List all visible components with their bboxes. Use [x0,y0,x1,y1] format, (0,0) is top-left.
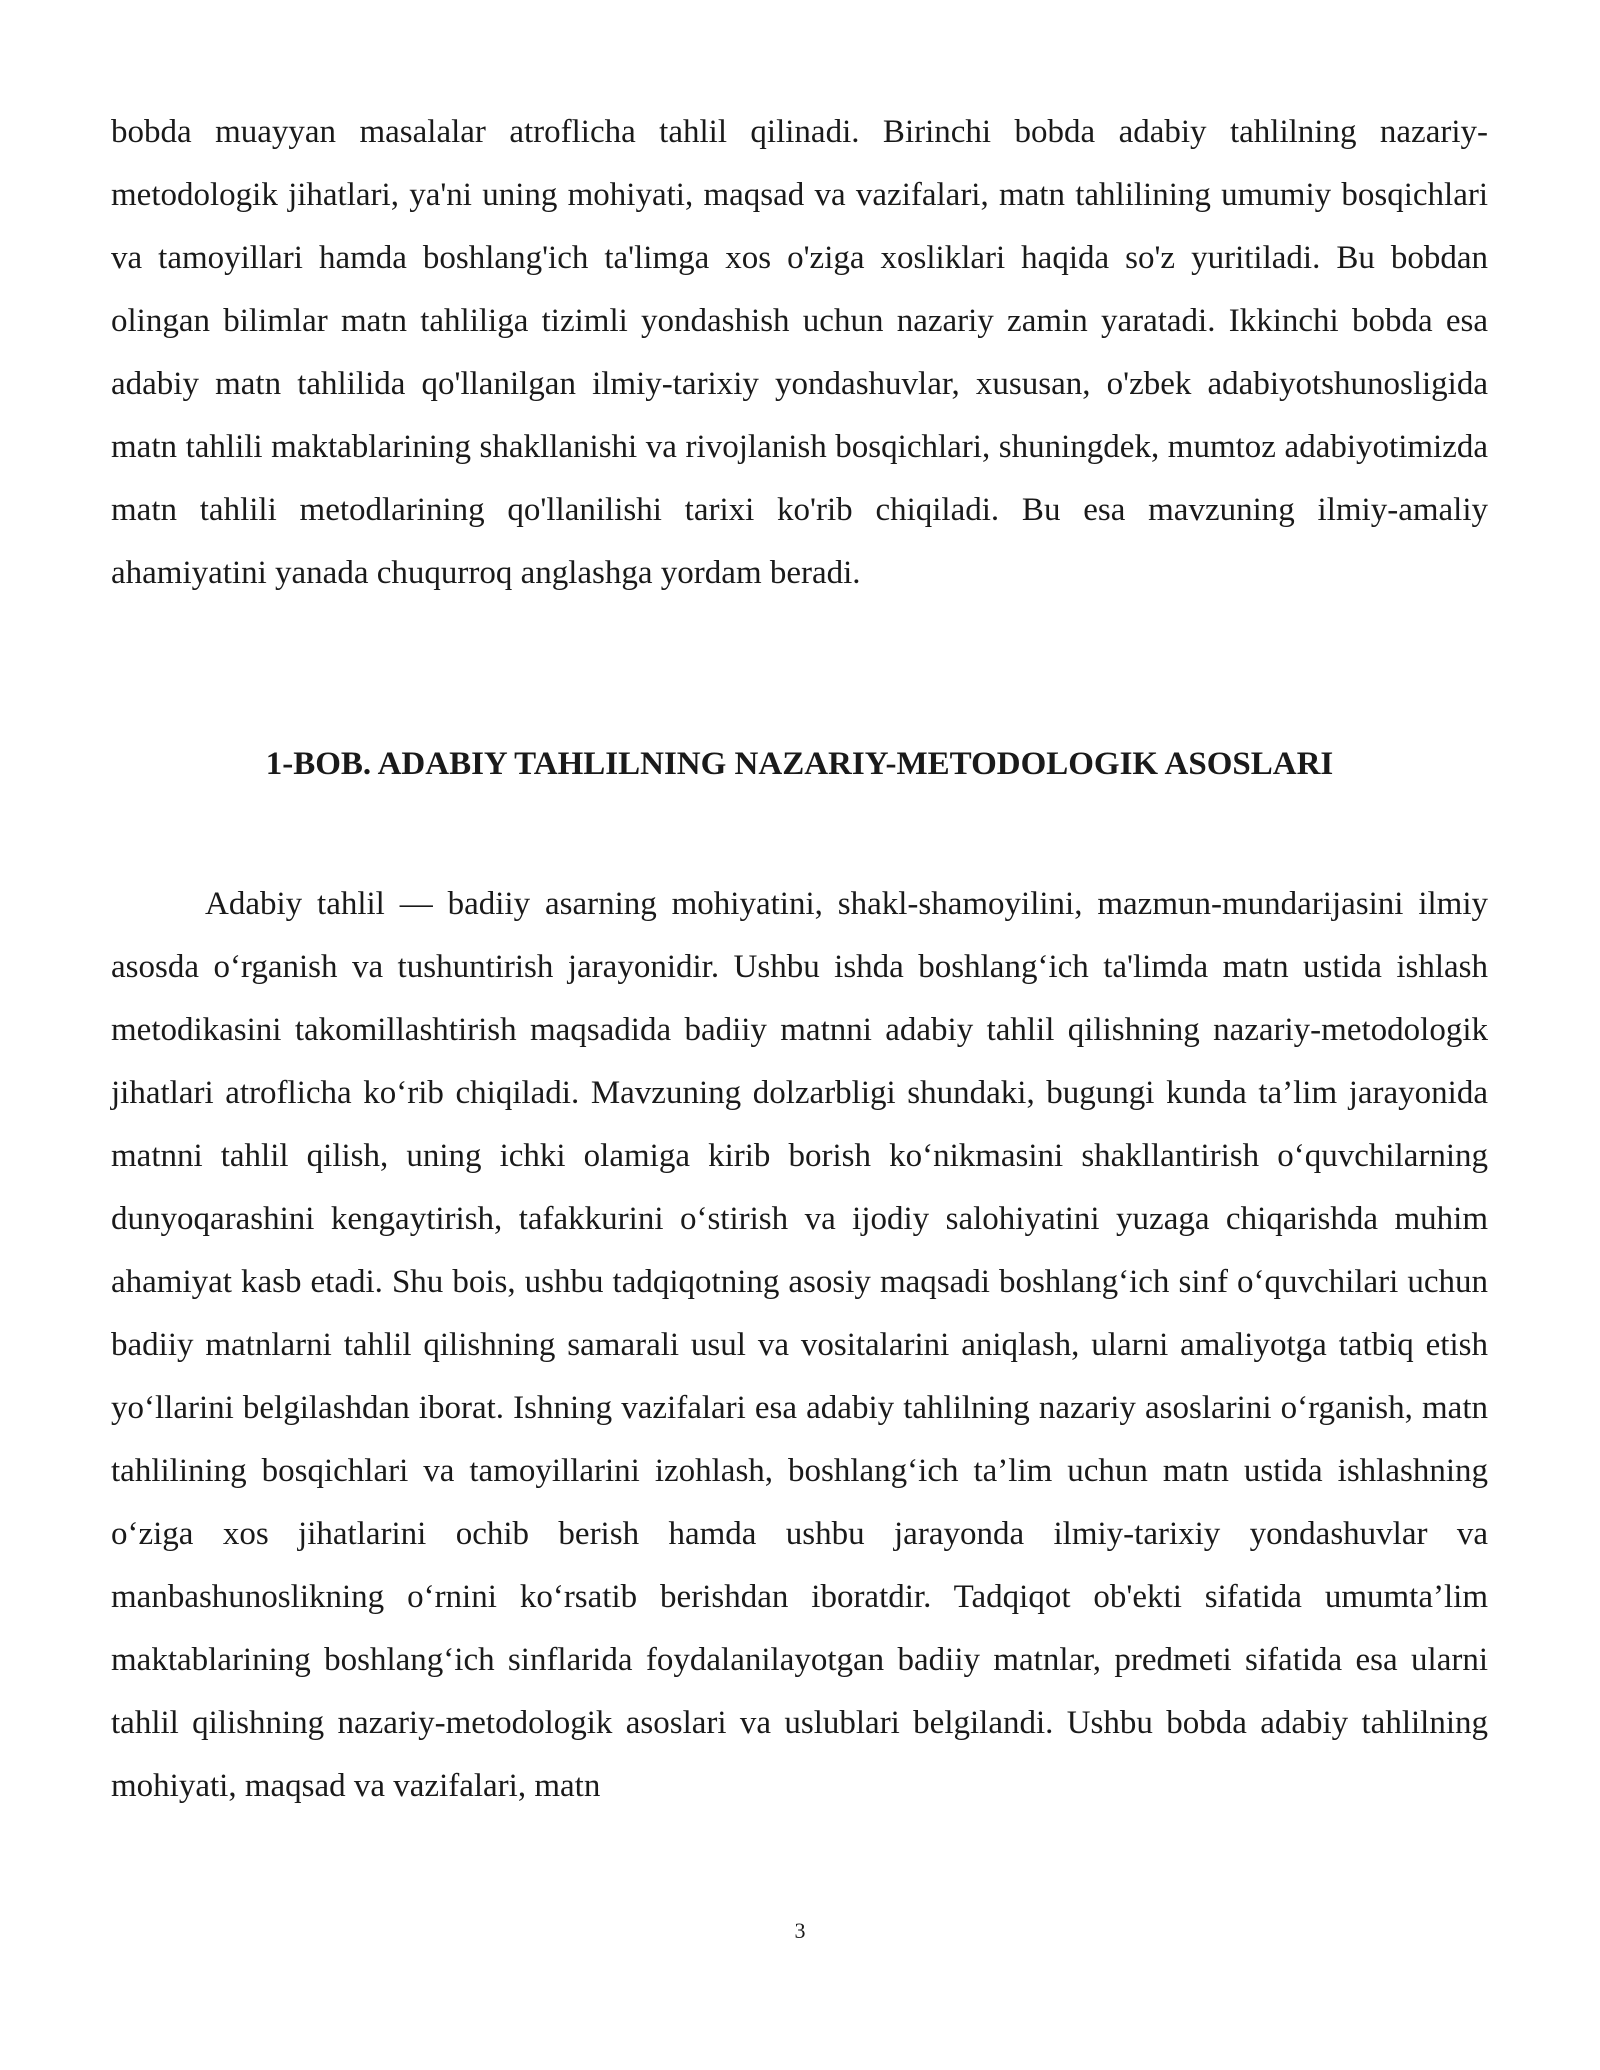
chapter-heading: 1-BOB. ADABIY TAHLILNING NAZARIY-METODOLOGIK ASOSLARI [265,746,1334,782]
body-paragraph-intro: Adabiy tahlil — badiiy asarning mohiyatini, shakl-shamoyilini, mazmun-mundarijasini ilmiy asosda o‘rganish va tushuntirish jarayonidir. Ushbu ishda boshlang‘ich ta'limda matn ustida ishlash metodikasini takomillashtirish maqsadida badiiy matnni adabiy tahlil qilishning nazariy-metodologik jihatlari atroflicha ko‘rib chiqiladi. Mavzuning dolzarbligi shundaki, bugungi kunda ta’lim jarayonida matnni tahlil qilish, uning ichki olamiga kirib borish ko‘nikmasini shakllantirish o‘quvchilarning dunyoqarashini kengaytirish, tafakkurini o‘stirish va ijodiy salohiyatini yuzaga chiqarishda muhim ahamiyat kasb etadi. Shu bois, ushbu tadqiqotning asosiy maqsadi boshlang‘ich sinf o‘quvchilari uchun badiiy matnlarni tahlil qilishning samarali usul va vositalarini aniqlash, ularni amaliyotga tatbiq etish yo‘llarini belgilashdan iborat. Ishning vazifalari esa adabiy tahlilning nazariy asoslarini o‘rganish, matn tahlilining bosqichlari va tamoyillarini izohlash, boshlang‘ich ta’lim uchun matn ustida ishlashning o‘ziga xos jihatlarini ochib berish hamda ushbu jarayonda ilmiy-tarixiy yondashuvlar va manbashunoslikning o‘rnini ko‘rsatib berishdan iboratdir. Tadqiqot ob'ekti sifatida umumta’lim maktablarining boshlang‘ich sinflarida foydalanilayotgan badiiy matnlar, predmeti sifatida esa ularni tahlil qilishning nazariy-metodologik asoslari va uslublari belgilandi. Ushbu bobda adabiy tahlilning mohiyati, maqsad va vazifalari, matn [111,886,1488,1804]
page-number: 3 [794,1918,806,1943]
body-paragraph-continued: bobda muayyan masalalar atroflicha tahlil qilinadi. Birinchi bobda adabiy tahlilning nazariy-metodologik jihatlari, ya'ni uning mohiyati, maqsad va vazifalari, matn tahlilining umumiy bosqichlari va tamoyillari hamda boshlang'ich ta'limga xos o'ziga xosliklari haqida so'z yuritiladi. Bu bobdan olingan bilimlar matn tahliliga tizimli yondashish uchun nazariy zamin yaratadi. Ikkinchi bobda esa adabiy matn tahlilida qo'llanilgan ilmiy-tarixiy yondashuvlar, xususan, o'zbek adabiyotshunosligida matn tahlili maktablarining shakllanishi va rivojlanish bosqichlari, shuningdek, mumtoz adabiyotimizda matn tahlili metodlarining qo'llanilishi tarixi ko'rib chiqiladi. Bu esa mavzuning ilmiy-amaliy ahamiyatini yanada chuqurroq anglashga yordam beradi. [111,114,1488,591]
